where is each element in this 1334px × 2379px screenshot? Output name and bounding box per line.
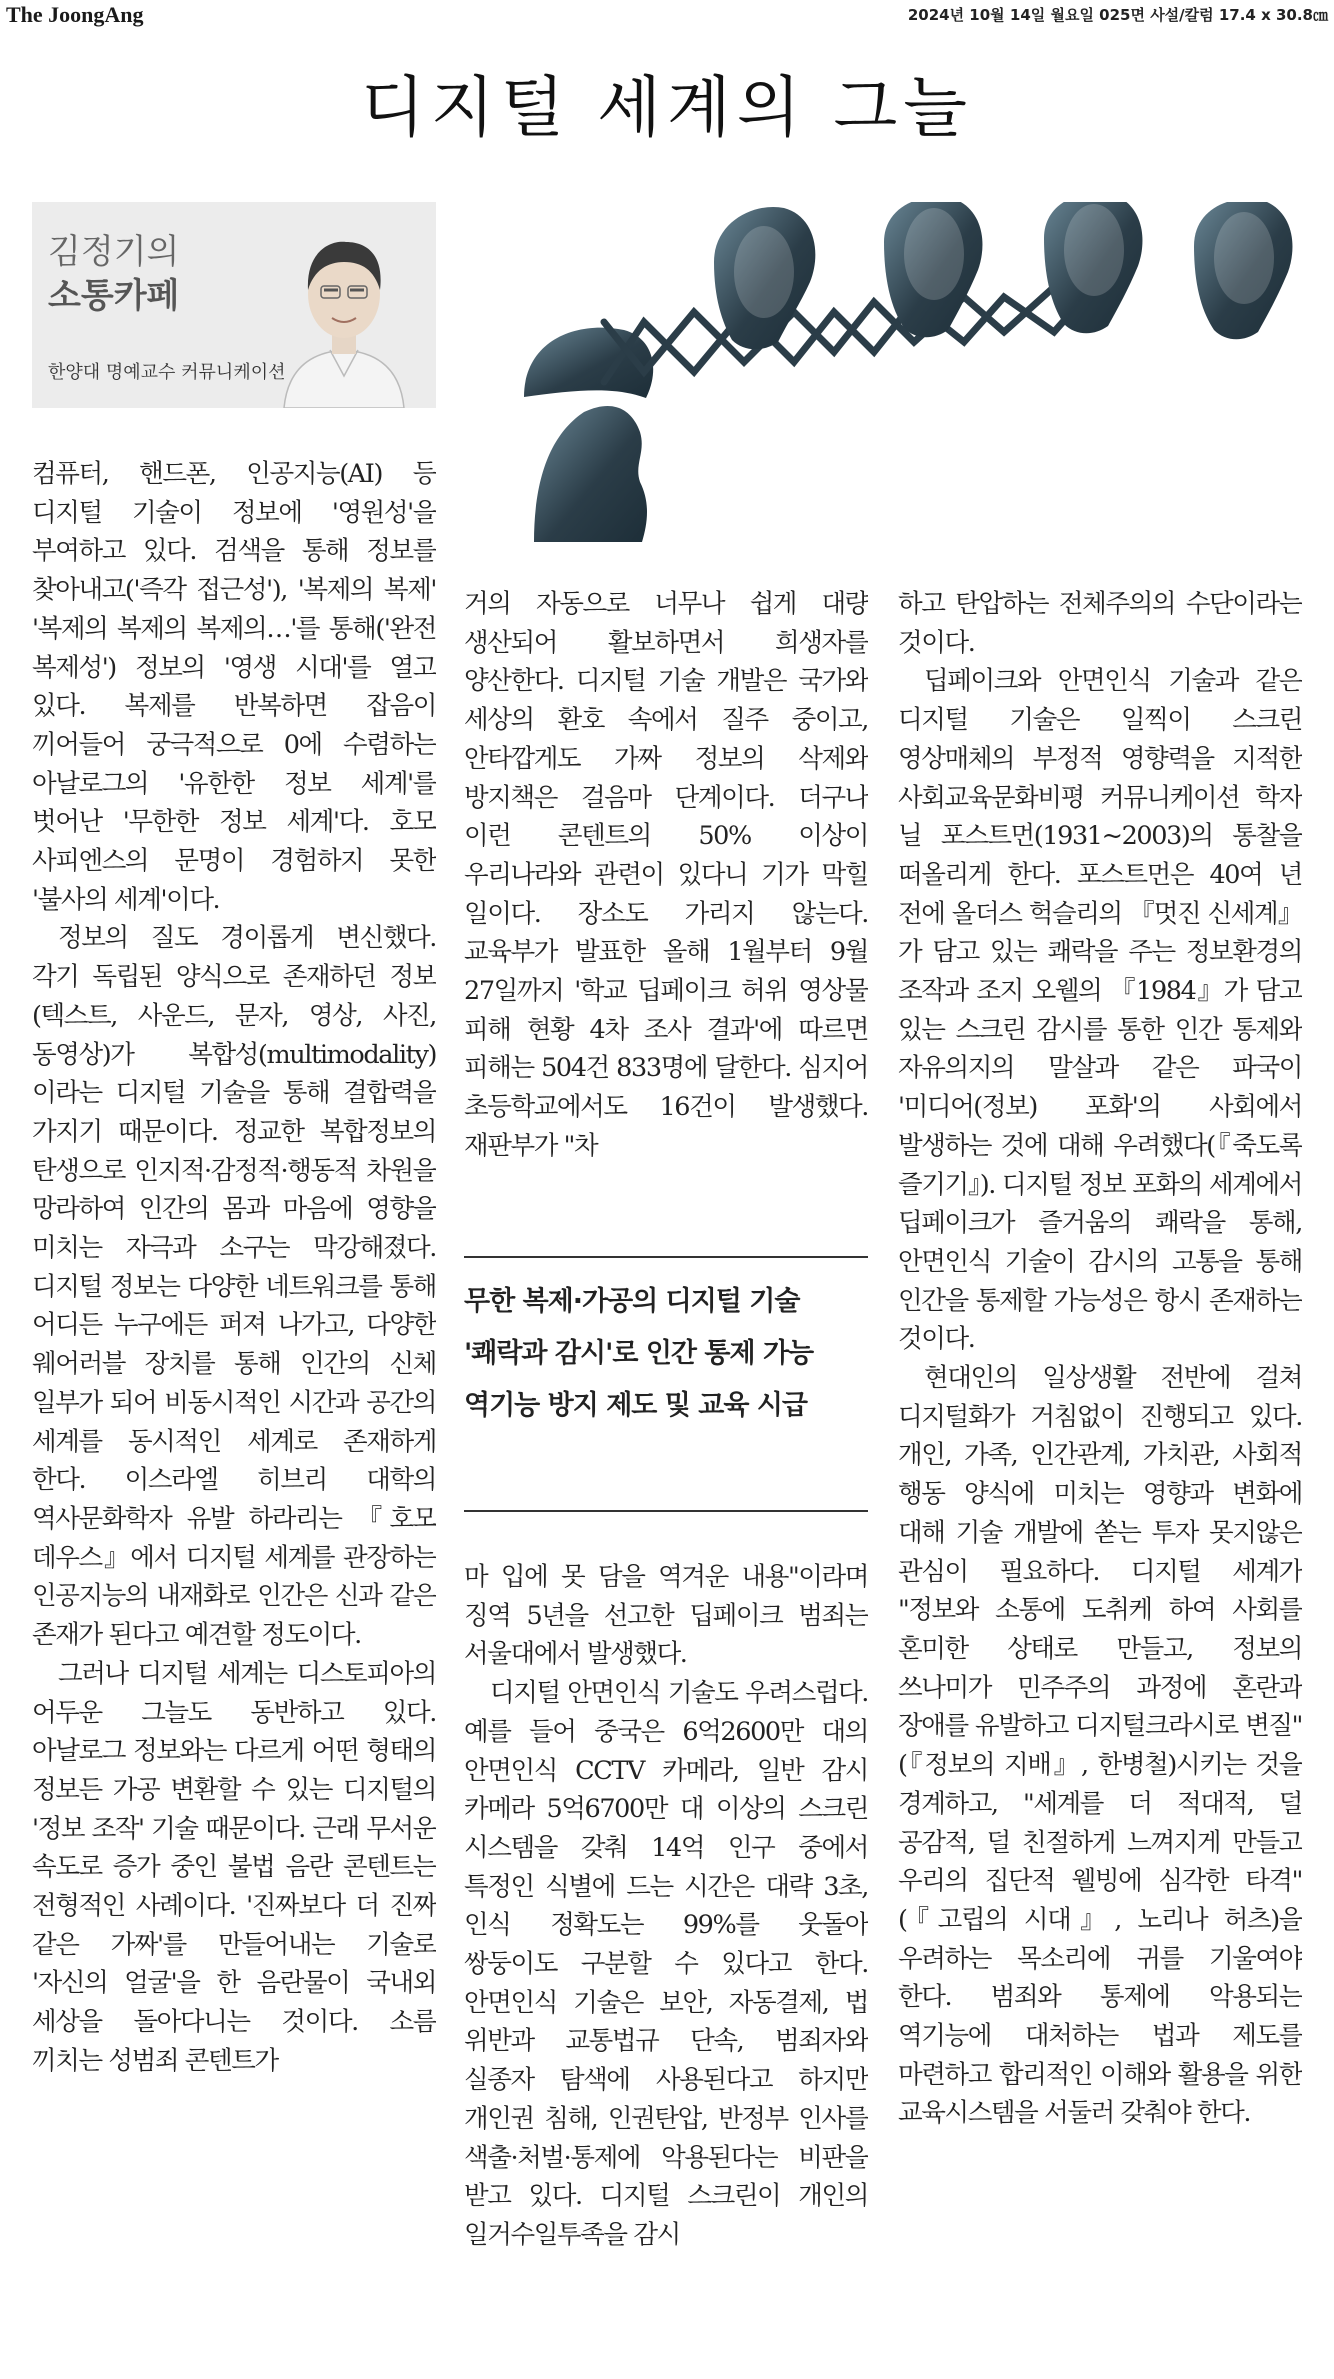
issue-info: 2024년 10월 14일 월요일 025면 사설/칼럼 17.4 x 30.8㎝ xyxy=(907,6,1328,24)
pull-quote-line: 무한 복제·가공의 디지털 기술 xyxy=(464,1286,800,1317)
paragraph: 마 입에 못 담을 역겨운 내용"이라며 징역 5년을 선고한 딥페이크 범죄는 서울대에서 발생했다. xyxy=(464,1562,868,1670)
newspaper-logo: The JoongAng xyxy=(6,2,144,27)
body-column-2-bottom xyxy=(464,1558,868,2358)
pull-quote-line: 역기능 방지 제도 및 교육 시급 xyxy=(464,1390,807,1421)
illustration xyxy=(464,202,1302,542)
columnist-portrait xyxy=(274,216,414,408)
head-mask-illustration xyxy=(464,202,1302,542)
paragraph: 컴퓨터, 핸드폰, 인공지능(AI) 등 디지털 기술이 정보에 '영원성'을 부여하고 있다. 검색을 통해 정보를 찾아내고('즉각 접근성'), '복제의 복제' '복제의 복제의 복제의…'를 통해('완전 복제성') 정보의 '영생 시대'를 열고 있다. 복제를 반복하면 잡음이 끼어들어 궁극적으로 0에 수렴하는 아날로그의 '유한한 정보 세계'를 벗어난 '무한한 정보 세계'다. 호모 사피엔스의 문명이 경험하지 못한 '불사의 세계'이다. xyxy=(32,459,436,915)
paragraph: 디지털 안면인식 기술도 우려스럽다. 예를 들어 중국은 6억2600만 대의 안면인식 CCTV 카메라, 일반 감시 카메라 5억6700만 대 이상의 스크린 시스템을 갖춰 14억 인구 중에서 특정인 식별에 드는 시간은 대략 3초, 인식 정확도는 99%를 웃돌아 쌍둥이도 구분할 수 있다고 한다. 안면인식 기술은 보안, 자동결제, 법 위반과 교통법규 단속, 범죄자와 실종자 탐색에 사용된다고 하지만 개인권 침해, 인권탄압, 반정부 인사를 색출·처벌·통제에 악용된다는 비판을 받고 있다. 디지털 스크린이 개인의 일거수일투족을 감시 xyxy=(464,1678,868,2250)
page-title: 디지털 세계의 그늘 xyxy=(360,69,973,146)
paragraph: 하고 탄압하는 전체주의의 수단이라는 것이다. xyxy=(898,589,1302,658)
columnist-box xyxy=(32,202,436,408)
paragraph: 현대인의 일상생활 전반에 걸쳐 디지털화가 거침없이 진행되고 있다. 개인, 가족, 인간관계, 가치관, 사회적 행동 양식에 미치는 영향과 변화에 대해 기술 개발에 쏟는 투자 못지않은 관심이 필요하다. 디지털 세계가 "정보와 소통에 도취케 하여 사회를 혼미한 상태로 만들고, 정보의 쓰나미가 민주주의 과정에 혼란과 장애를 유발하고 디지털크라시로 변질"(『정보의 지배』, 한병철)시키는 것을 경계하고, "세계를 더 적대적, 덜 공감적, 덜 친절하게 느껴지게 만들고 우리의 집단적 웰빙에 심각한 타격"(『고립의 시대』, 노리나 허츠)을 우려하는 목소리에 귀를 기울여야 한다. 범죄와 통제에 악용되는 역기능에 대처하는 법과 제도를 마련하고 합리적인 이해와 활용을 위한 교육시스템을 서둘러 갖춰야 한다. xyxy=(898,1363,1302,2129)
masthead xyxy=(0,0,1334,30)
body-column-3 xyxy=(898,585,1302,2365)
pull-quote xyxy=(464,1256,868,1512)
paragraph: 거의 자동으로 너무나 쉽게 대량 생산되어 활보하면서 희생자를 양산한다. 디지털 기술 개발은 국가와 세상의 환호 속에서 질주 중이고, 안타깝게도 가짜 정보의 삭제와 방지책은 걸음마 단계이다. 더구나 이런 콘텐트의 50% 이상이 우리나라와 관련이 있다니 기가 막힐 일이다. 장소도 가리지 않는다. 교육부가 발표한 올해 1월부터 9월 27일까지 '학교 딥페이크 허위 영상물 피해 현황 4차 조사 결과'에 따르면 피해는 504건 833명에 달한다. 심지어 초등학교에서도 16건이 발생했다. 재판부가 "차 xyxy=(464,589,868,1161)
paragraph: 딥페이크와 안면인식 기술과 같은 디지털 기술은 일찍이 스크린 영상매체의 부정적 영향력을 지적한 사회교육문화비평 커뮤니케이션 학자 닐 포스트먼(1931~2003)의 통찰을 떠올리게 한다. 포스트먼은 40여 년 전에 올더스 헉슬리의 『멋진 신세계』가 담고 있는 쾌락을 주는 정보환경의 조작과 조지 오웰의 『1984』가 담고 있는 스크린 감시를 통한 인간 통제와 자유의지의 말살과 같은 파국이 '미디어(정보) 포화'의 사회에서 발생하는 것에 대해 우려했다(『죽도록 즐기기』). 디지털 정보 포화의 세계에서 딥페이크가 즐거움의 쾌락을 통해, 안면인식 기술이 감시의 고통을 통해 인간을 통제할 가능성은 항시 존재하는 것이다. xyxy=(898,666,1302,1355)
pull-quote-line: '쾌락과 감시'로 인간 통제 가능 xyxy=(464,1338,814,1369)
columnist-name: 김정기의 xyxy=(48,232,180,272)
columnist-title: 한양대 명예교수 커뮤니케이션 xyxy=(48,362,286,383)
paragraph: 정보의 질도 경이롭게 변신했다. 각기 독립된 양식으로 존재하던 정보(텍스트, 사운드, 문자, 영상, 사진, 동영상)가 복합성(multimodality)이라는 디지털 기술을 통해 결합력을 가지기 때문이다. 정교한 복합정보의 탄생으로 인지적·감정적·행동적 차원을 망라하여 인간의 몸과 마음에 영향을 미치는 자극과 소구는 막강해졌다. 디지털 정보는 다양한 네트워크를 통해 어디든 누구에든 퍼져 나가고, 다양한 웨어러블 장치를 통해 인간의 신체 일부가 되어 비동시적인 시간과 공간의 세계를 동시적인 세계로 존재하게 한다. 이스라엘 히브리 대학의 역사문화학자 유발 하라리는 『호모 데우스』에서 디지털 세계를 관장하는 인공지능의 내재화로 인간은 신과 같은 존재가 된다고 예견할 정도이다. xyxy=(32,923,436,1651)
paragraph: 그러나 디지털 세계는 디스토피아의 어두운 그늘도 동반하고 있다. 아날로그 정보와는 다르게 어떤 형태의 정보든 가공 변환할 수 있는 디지털의 '정보 조작' 기술 때문이다. 근래 무서운 속도로 증가 중인 불법 음란 콘텐트는 전형적인 사례이다. '진짜보다 더 진짜 같은 가짜'를 만들어내는 기술로 '자신의 얼굴'을 한 음란물이 국내외 세상을 돌아다니는 것이다. 소름 끼치는 성범죄 콘텐트가 xyxy=(32,1658,436,2076)
body-column-1 xyxy=(32,455,436,2345)
column-series: 소통카페 xyxy=(48,276,180,316)
body-column-2-top xyxy=(464,585,868,1205)
